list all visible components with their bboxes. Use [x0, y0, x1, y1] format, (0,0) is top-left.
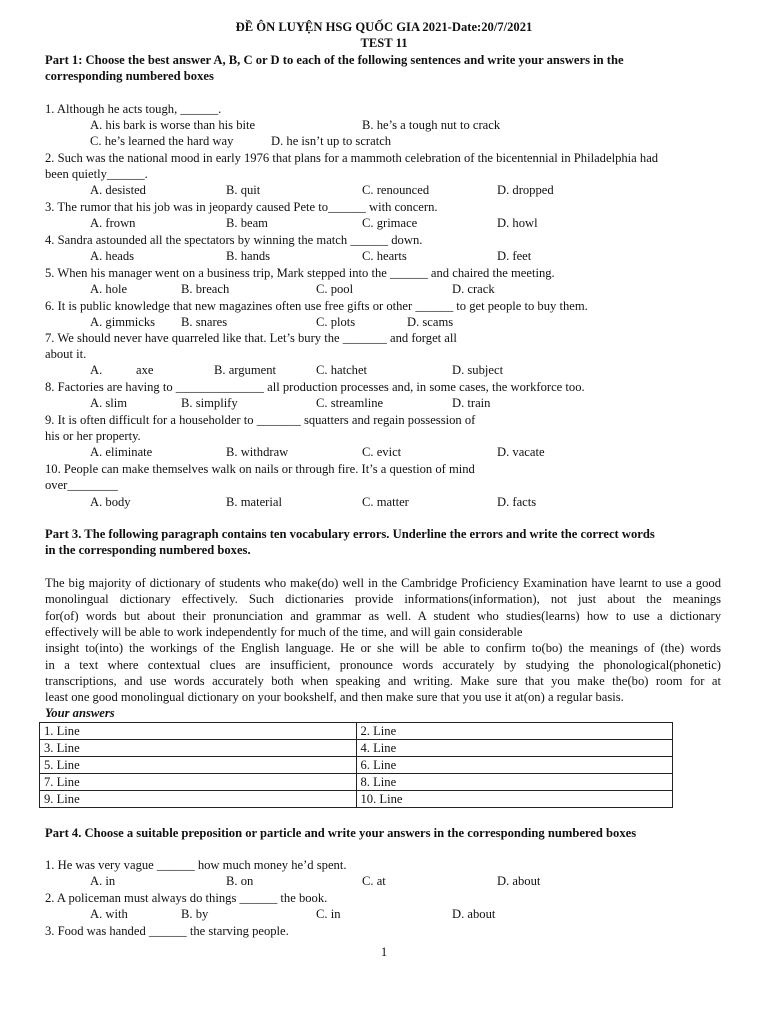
part4-question-1: 1. He was very vague ______ how much money he’d spent. — [45, 858, 347, 872]
q7-option-b: B. argument — [214, 363, 277, 377]
q10-option-b: B. material — [226, 495, 282, 509]
table-row — [40, 757, 673, 774]
q7-option-a-letter: A. — [90, 363, 103, 377]
question-10-line1: 10. People can make themselves walk on nails or through fire. It’s a question of mind — [45, 462, 475, 476]
q2-option-c: C. renounced — [362, 183, 430, 197]
p4q1-option-b: B. on — [226, 874, 254, 888]
q8-option-d: D. train — [452, 396, 491, 410]
paragraph-line-6: in a text where contextual clues are insufficient, pronounce words accurately by studying the phonological(phonetic) — [45, 658, 721, 672]
q1-option-a: A. his bark is worse than his bite — [90, 118, 256, 132]
question-4: 4. Sandra astounded all the spectators by winning the match ______ down. — [45, 233, 423, 247]
paragraph-line-7: transcriptions, and use words accurately both when speaking and writing. Make sure that you make the(bo) room for at — [45, 674, 721, 688]
q2-option-b: B. quit — [226, 183, 261, 197]
q10-option-a: A. body — [90, 495, 131, 509]
q8-option-a: A. slim — [90, 396, 128, 410]
q6-option-b: B. snares — [181, 315, 228, 329]
q10-option-c: C. matter — [362, 495, 409, 509]
q3-option-d: D. howl — [497, 216, 538, 230]
page-number: 1 — [380, 945, 388, 959]
q5-option-d: D. crack — [452, 282, 495, 296]
question-7-line2: about it. — [45, 347, 87, 361]
p4q1-option-a: A. in — [90, 874, 116, 888]
p4q2-option-c: C. in — [316, 907, 341, 921]
paragraph-line-3: for(of) words but about their pronunciation and grammar as well. A student who studies(learns) how to use a dictionary — [45, 609, 721, 623]
question-5: 5. When his manager went on a business trip, Mark stepped into the ______ and chaired the meeting. — [45, 266, 555, 280]
q9-option-d: D. vacate — [497, 445, 545, 459]
answer-cell[interactable]: 6. Line — [356, 757, 673, 774]
q2-option-a: A. desisted — [90, 183, 146, 197]
your-answers-label: Your answers — [45, 706, 115, 720]
p4q2-option-b: B. by — [181, 907, 209, 921]
part1-instruction-line1: Part 1: Choose the best answer A, B, C or D to each of the following sentences and write your answers in the — [45, 53, 624, 67]
q3-option-a: A. frown — [90, 216, 136, 230]
q10-option-d: D. facts — [497, 495, 537, 509]
question-2-line1: 2. Such was the national mood in early 1976 that plans for a mammoth celebration of the bicentennial in Philadelphia had — [45, 151, 659, 165]
q1-option-d: D. he isn’t up to scratch — [271, 134, 392, 148]
part1-instruction-line2: corresponding numbered boxes — [45, 69, 214, 83]
answer-cell[interactable]: 3. Line — [40, 740, 357, 757]
answer-cell[interactable]: 2. Line — [356, 723, 673, 740]
test-number: TEST 11 — [360, 36, 408, 50]
q2-option-d: D. dropped — [497, 183, 554, 197]
q7-option-a-text: axe — [136, 363, 154, 377]
answer-cell[interactable]: 9. Line — [40, 791, 357, 808]
part4-question-3: 3. Food was handed ______ the starving people. — [45, 924, 289, 938]
q9-option-c: C. evict — [362, 445, 402, 459]
document-title: ĐỀ ÔN LUYỆN HSG QUỐC GIA 2021-Date:20/7/2021 — [235, 20, 533, 34]
paragraph-line-1: The big majority of dictionary of students who make(do) well in the Cambridge Proficiency Examination have learnt to use a good — [45, 576, 721, 590]
q8-option-b: B. simplify — [181, 396, 238, 410]
paragraph-line-8: least one good monolingual dictionary on your bookshelf, and then make sure that you use it at(on) a regular basis. — [45, 690, 624, 704]
q5-option-a: A. hole — [90, 282, 128, 296]
paragraph-line-2: monolingual dictionary effectively. Such dictionaries provide informations(information), not just about the meanings — [45, 592, 721, 606]
answer-cell[interactable]: 4. Line — [356, 740, 673, 757]
question-7-line1: 7. We should never have quarreled like that. Let’s bury the _______ and forget all — [45, 331, 457, 345]
answer-cell[interactable]: 7. Line — [40, 774, 357, 791]
question-9-line1: 9. It is often difficult for a householder to _______ squatters and regain possession of — [45, 413, 476, 427]
answer-cell[interactable]: 1. Line — [40, 723, 357, 740]
q3-option-c: C. grimace — [362, 216, 418, 230]
table-row — [40, 774, 673, 791]
part4-question-2: 2. A policeman must always do things ______ the book. — [45, 891, 328, 905]
question-8: 8. Factories are having to ______________ all production processes and, in some cases, the workforce too. — [45, 380, 585, 394]
p4q1-option-d: D. about — [497, 874, 541, 888]
part3-instruction-line1: Part 3. The following paragraph contains ten vocabulary errors. Underline the errors and write the correct words — [45, 527, 655, 541]
q6-option-c: C. plots — [316, 315, 356, 329]
question-6: 6. It is public knowledge that new magazines often use free gifts or other ______ to get people to buy them. — [45, 299, 588, 313]
q1-option-b: B. he’s a tough nut to crack — [362, 118, 501, 132]
answer-cell[interactable]: 8. Line — [356, 774, 673, 791]
paragraph-line-4: effectively will be able to work independently for much of the time, and will gain considerable — [45, 625, 523, 639]
q4-option-b: B. hands — [226, 249, 271, 263]
question-9-line2: his or her property. — [45, 429, 141, 443]
q4-option-d: D. feet — [497, 249, 532, 263]
p4q2-option-d: D. about — [452, 907, 496, 921]
q4-option-c: C. hearts — [362, 249, 407, 263]
q7-option-c: C. hatchet — [316, 363, 368, 377]
question-3: 3. The rumor that his job was in jeopardy caused Pete to______ with concern. — [45, 200, 438, 214]
table-row — [40, 791, 673, 808]
q3-option-b: B. beam — [226, 216, 268, 230]
p4q1-option-c: C. at — [362, 874, 386, 888]
table-row — [40, 740, 673, 757]
q6-option-d: D. scams — [407, 315, 454, 329]
q8-option-c: C. streamline — [316, 396, 384, 410]
q1-option-c: C. he’s learned the hard way — [90, 134, 234, 148]
answers-table — [39, 722, 673, 808]
q9-option-b: B. withdraw — [226, 445, 289, 459]
q7-option-d: D. subject — [452, 363, 504, 377]
q9-option-a: A. eliminate — [90, 445, 153, 459]
answer-cell[interactable]: 10. Line — [356, 791, 673, 808]
table-row — [40, 723, 673, 740]
paragraph-line-5: insight to(into) the workings of the English language. He or she will be able to confirm to(bo) the meanings of (the) words — [45, 641, 721, 655]
q4-option-a: A. heads — [90, 249, 135, 263]
part3-instruction-line2: in the corresponding numbered boxes. — [45, 543, 251, 557]
q5-option-c: C. pool — [316, 282, 354, 296]
answer-cell[interactable]: 5. Line — [40, 757, 357, 774]
p4q2-option-a: A. with — [90, 907, 128, 921]
question-10-line2: over________ — [45, 478, 118, 492]
q5-option-b: B. breach — [181, 282, 230, 296]
part4-instruction: Part 4. Choose a suitable preposition or particle and write your answers in the corresponding numbered boxes — [45, 826, 637, 840]
question-1: 1. Although he acts tough, ______. — [45, 102, 222, 116]
question-2-line2: been quietly______. — [45, 167, 148, 181]
q6-option-a: A. gimmicks — [90, 315, 156, 329]
